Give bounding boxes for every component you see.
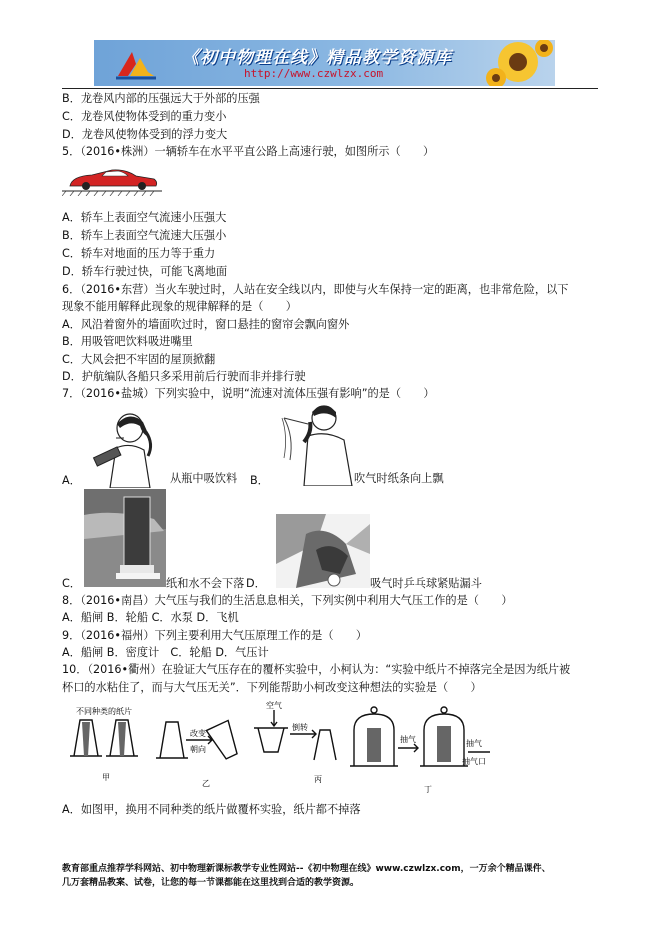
label-pump-port: 抽气口 [462,757,486,766]
site-logo-icon [114,46,158,82]
label-invert: 倒转 [292,723,308,732]
blowing-paper-figure [264,402,354,486]
q6-option-d: D．护航编队各船只多采用前后行驶而非并排行驶 [62,370,306,383]
q5-option-a: A．轿车上表面空气流速小压强大 [62,211,227,224]
q5-option-b: B．轿车上表面空气流速大压强小 [62,229,227,242]
q10-stem-line2: 杯口的水粘住了，而与大气压无关”．下列能帮助小柯改变这种想法的实验是（ ） [62,681,482,694]
cup-experiment-figure [62,700,492,800]
q6-stem-line1: 6．（2016•东营）当火车驶过时，人站在安全线以内，即使与火车保持一定的距离，也非常危险，以下 [62,283,569,296]
q8-options: A．船闸 B．轮船 C．水泵 D．飞机 [62,611,239,624]
header-rule [62,88,598,89]
q7-option-b-text: 吹气时纸条向上飘 [354,472,444,485]
q9-options: A．船闸 B．密度计 C．轮船 D．气压计 [62,646,269,659]
label-ding: 丁 [424,785,432,794]
sunflower-icon [482,40,555,86]
q5-option-c: C．轿车对地面的压力等于重力 [62,247,216,260]
q7-stem: 7．（2016•盐城）下列实验中，说明“流速对流体压强有影响”的是（ ） [62,387,435,400]
banner-url[interactable]: http://www.czwlzx.com [244,67,384,80]
label-direction: 朝向 [190,745,206,754]
q6-option-b: B．用吸管吧饮料吸进嘴里 [62,335,193,348]
q4-option-d: D．龙卷风使物体受到的浮力变大 [62,128,228,141]
q7-option-c-text: 纸和水不会下落 [166,577,245,590]
label-yi: 乙 [202,779,210,788]
q8-stem: 8．（2016•南昌）大气压与我们的生活息息相关，下列实例中利用大气压工作的是（ ） [62,594,513,607]
q7-option-d-label: D． [246,577,266,590]
q7-option-a-text: 从瓶中吸饮料 [170,472,238,485]
footer-line2: 几万套精品教案、试卷，让您的每一节课都能在这里找到合适的教学资源。 [62,878,360,888]
funnel-pingpong-photo [276,514,370,588]
q6-option-a: A．风沿着窗外的墙面吹过时，窗口悬挂的窗帘会飘向窗外 [62,318,350,331]
q5-stem: 5．（2016•株洲）一辆轿车在水平平直公路上高速行驶，如图所示（ ） [62,145,435,158]
q10-stem-line1: 10．（2016•衢州）在验证大气压存在的覆杯实验中，小柯认为：“实验中纸片不掉落完全是因为纸片被 [62,663,571,676]
q7-option-d-text: 吸气时乒乓球紧贴漏斗 [370,577,482,590]
label-pump2: 抽气 [466,739,482,748]
header-banner [94,40,555,86]
label-jia: 甲 [102,773,110,782]
q4-option-c: C．龙卷风使物体受到的重力变小 [62,110,227,123]
drinking-girl-figure [80,408,170,488]
sports-car-figure [62,166,162,196]
footer-line1: 教育部重点推荐学科网站、初中物理新课标教学专业性网站--《初中物理在线》www.czwlzx.com，一万余个精品课件、 [62,864,551,874]
label-bing: 丙 [314,775,322,784]
label-paper-types: 不同种类的纸片 [76,707,132,716]
q6-option-c: C．大风会把不牢固的屋顶掀翻 [62,353,216,366]
q7-option-b-label: B． [250,474,269,487]
banner-title: 《初中物理在线》精品教学资源库 [182,48,452,68]
q10-option-a: A．如图甲，换用不同种类的纸片做覆杯实验，纸片都不掉落 [62,803,361,816]
inverted-glass-photo [84,489,166,587]
q9-stem: 9．（2016•福州）下列主要利用大气压原理工作的是（ ） [62,629,368,642]
label-pump1: 抽气 [400,735,416,744]
label-change: 改变 [190,729,206,738]
q6-stem-line2: 现象不能用解释此现象的规律解释的是（ ） [62,300,297,313]
q7-option-a-label: A． [62,474,81,487]
q5-option-d: D．轿车行驶过快，可能飞离地面 [62,265,228,278]
q4-option-b: B．龙卷风内部的压强远大于外部的压强 [62,92,260,105]
label-air: 空气 [266,701,282,710]
q7-option-c-label: C． [62,577,81,590]
